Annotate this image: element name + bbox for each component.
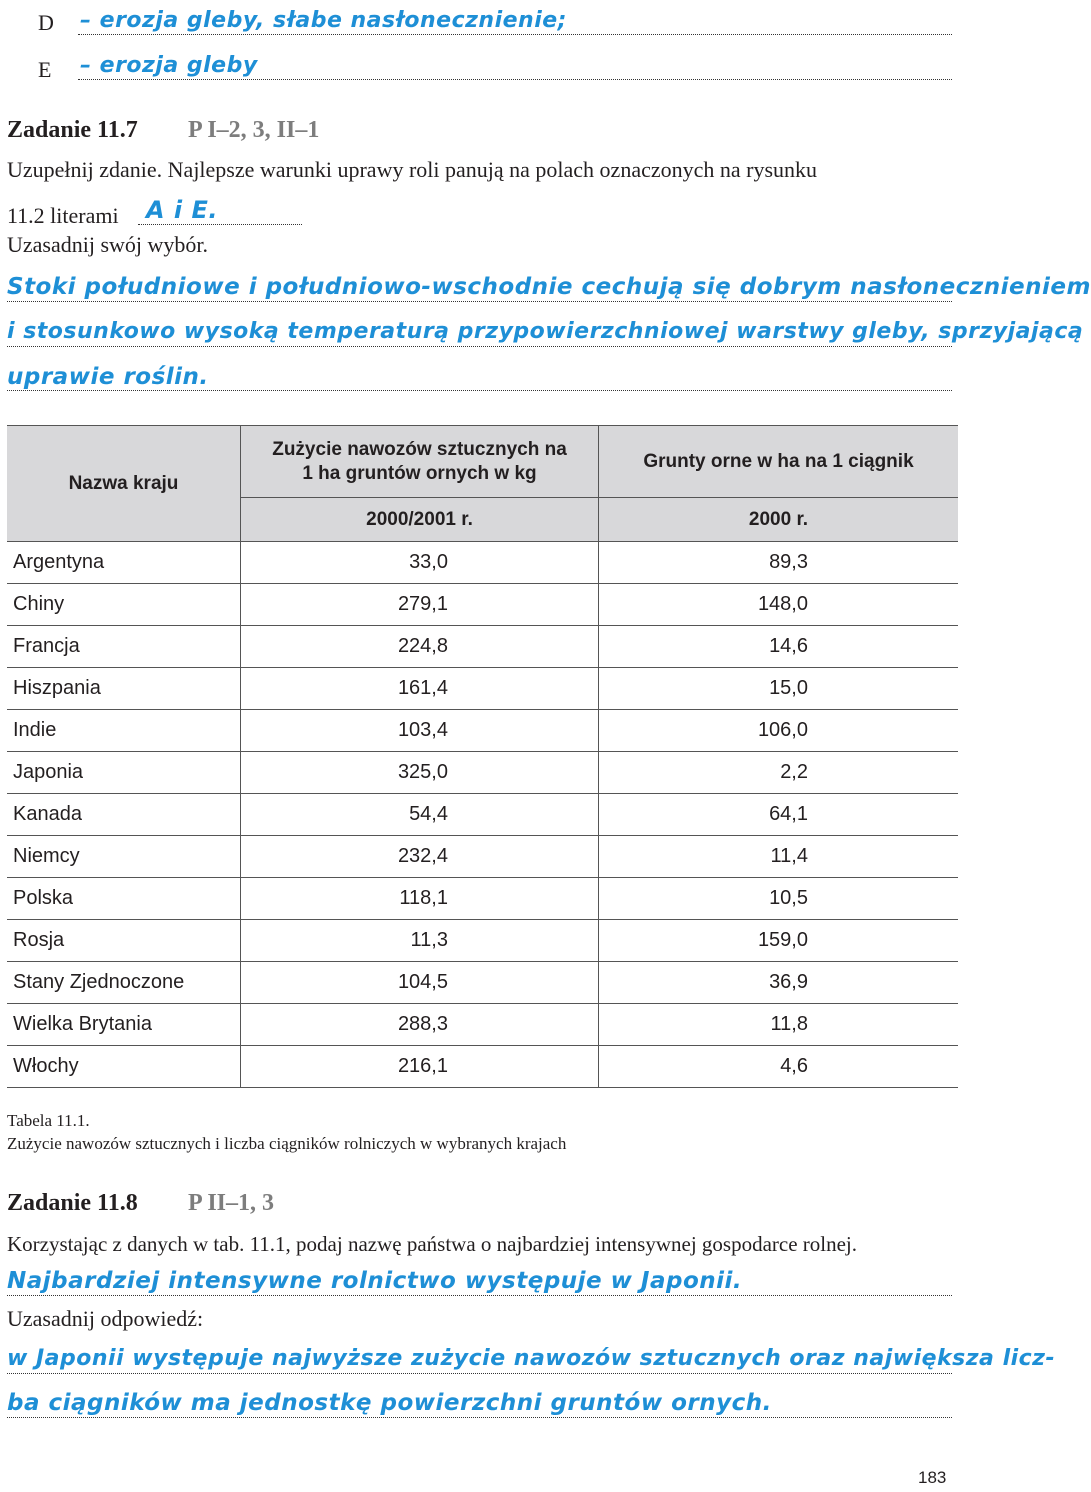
task-11-7-title: Zadanie 11.7 bbox=[7, 117, 138, 143]
task-11-8-answer-text-2: w Japonii występuje najwyższe zużycie nawozów sztucznych oraz największa licz- bbox=[7, 1346, 1056, 1371]
answer-e-handwriting: – erozja gleby bbox=[80, 53, 258, 78]
table-caption-label: Tabela 11.1. bbox=[7, 1111, 90, 1130]
task-11-8-answer-text-3: ba ciągników ma jednostkę powierzchni gruntów ornych. bbox=[7, 1390, 772, 1416]
task-11-7-letters-answer: A i E. bbox=[146, 196, 219, 224]
table-row: Francja 224,8 14,6 bbox=[7, 626, 958, 668]
table-row: Włochy 216,1 4,6 bbox=[7, 1046, 958, 1088]
table-row: Polska 118,1 10,5 bbox=[7, 878, 958, 920]
answer-letter-e: E bbox=[38, 57, 52, 82]
header-fertilizer bbox=[241, 426, 599, 498]
task-11-7-answer-line-1 bbox=[7, 301, 952, 302]
task-11-8-answer-line-3 bbox=[7, 1417, 952, 1418]
table-caption-text: Zużycie nawozów sztucznych i liczba ciągników rolniczych w wybranych krajach bbox=[7, 1134, 567, 1153]
task-11-8-code: P II–1, 3 bbox=[188, 1190, 275, 1216]
table-row: Stany Zjednoczone 104,5 36,9 bbox=[7, 962, 958, 1004]
task-11-8-justify-label: Uzasadnij odpowiedź: bbox=[7, 1306, 204, 1331]
task-11-7-instruction-line2: 11.2 literami bbox=[7, 203, 119, 228]
table-row: Argentyna 33,0 89,3 bbox=[7, 542, 958, 584]
table-row: Kanada 54,4 64,1 bbox=[7, 794, 958, 836]
task-11-8-title: Zadanie 11.8 bbox=[7, 1190, 138, 1216]
header-land-year: 2000 r. bbox=[599, 498, 959, 542]
task-11-8-answer-line-1 bbox=[7, 1295, 952, 1296]
header-fertilizer-year: 2000/2001 r. bbox=[241, 498, 599, 542]
table-row: Indie 103,4 106,0 bbox=[7, 710, 958, 752]
answer-line-d bbox=[78, 34, 952, 35]
task-11-8-answer-text-1: Najbardziej intensywne rolnictwo występuje w Japonii. bbox=[7, 1268, 743, 1294]
header-fertilizer-line1: Zużycie nawozów sztucznych na bbox=[272, 438, 567, 460]
task-11-7-answer-text-1: Stoki południowe i południowo-wschodnie cechują się dobrym nasłonecznieniem bbox=[7, 274, 1091, 300]
table-row: Rosja 11,3 159,0 bbox=[7, 920, 958, 962]
fertilizer-table bbox=[7, 425, 958, 1088]
answer-line-e bbox=[78, 79, 952, 80]
header-fertilizer-line2: 1 ha gruntów ornych w kg bbox=[302, 462, 537, 484]
task-11-7-instruction-line1: Uzupełnij zdanie. Najlepsze warunki uprawy roli panują na polach oznaczonych na rysunku bbox=[7, 157, 818, 182]
task-11-7-answer-line-2 bbox=[7, 346, 952, 347]
table-row: Chiny 279,1 148,0 bbox=[7, 584, 958, 626]
task-11-7-answer-text-3: uprawie roślin. bbox=[7, 364, 209, 390]
table-row: Hiszpania 161,4 15,0 bbox=[7, 668, 958, 710]
task-11-8-instruction: Korzystając z danych w tab. 11.1, podaj nazwę państwa o najbardziej intensywnej gospodarce rolnej. bbox=[7, 1232, 858, 1256]
task-11-8-answer-line-2 bbox=[7, 1373, 952, 1374]
page-number: 183 bbox=[918, 1468, 947, 1487]
table-row: Japonia 325,0 2,2 bbox=[7, 752, 958, 794]
task-11-7-answer-text-2: i stosunkowo wysoką temperaturą przypowierzchniowej warstwy gleby, sprzyjającą bbox=[7, 319, 1084, 344]
task-11-7-justify-label: Uzasadnij swój wybór. bbox=[7, 232, 209, 257]
header-country: Nazwa kraju bbox=[7, 426, 241, 542]
table-row: Wielka Brytania 288,3 11,8 bbox=[7, 1004, 958, 1046]
answer-letter-d: D bbox=[38, 10, 54, 35]
task-11-7-letters-line bbox=[138, 224, 302, 225]
answer-d-handwriting: – erozja gleby, słabe nasłonecznienie; bbox=[80, 8, 567, 33]
task-11-7-answer-line-3 bbox=[7, 390, 952, 391]
task-11-7-code: P I–2, 3, II–1 bbox=[188, 117, 320, 143]
table-row: Niemcy 232,4 11,4 bbox=[7, 836, 958, 878]
header-land-per-tractor: Grunty orne w ha na 1 ciągnik bbox=[599, 426, 959, 498]
